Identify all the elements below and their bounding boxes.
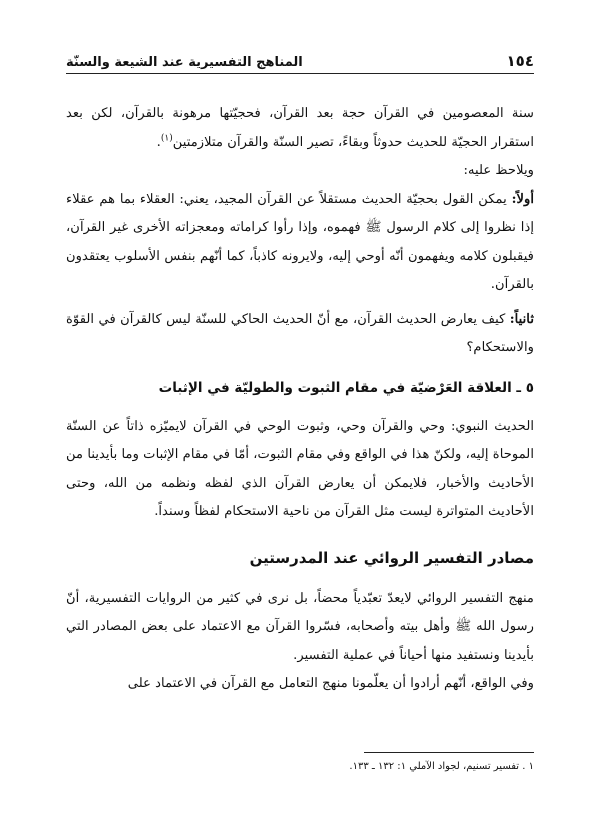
main-text <box>66 100 534 699</box>
paragraph-7: وفي الواقع، أنّهم أرادوا أن يعلّمونا منهج التعامل مع القرآن في الاعتماد على <box>127 676 534 691</box>
paragraph-3: أولاً: يمكن القول بحجيّة الحديث مستقلاً عن القرآن المجيد، يعني: العقلاء بما هم عقلاء إذا نظروا إلى كلام الرسول ﷺ فهموه، وإذا رأوا كراماته ومعجزاته الأخرى غير القرآن، فيقبلون كلامه ويفهمون أنّه أوحي إليه، ولايرونه كاذباً، كما أنّهم بنفس الأسلوب يعتقدون بالقرآن. <box>66 191 534 292</box>
section-heading-5: ٥ ـ العلاقة العَرْضيّة في مقام الثبوت والطوليّة في الإثبات <box>158 379 534 396</box>
paragraph-6: منهج التفسير الروائي لايعدّ تعبّدياً محضاً، بل نرى في كثير من الروايات التفسيرية، أنّ رسول الله ﷺ وأهل بيته وأصحابه، فسّروا القرآن مع الاعتماد على بعض المصادر التي بأيدينا ونستفيد منها أحياناً في عملية التفسير. <box>66 590 534 663</box>
running-header <box>66 44 534 74</box>
point-label-first: أولاً: <box>511 191 534 207</box>
paragraph-2: ويلاحظ عليه: <box>463 163 534 178</box>
page <box>66 44 534 814</box>
footnotes <box>66 752 534 772</box>
page-number: ١٥٤ <box>506 52 534 70</box>
running-title: المناهج التفسيرية عند الشيعة والسنّة <box>66 55 303 70</box>
section-heading-sources: مصادر التفسير الروائي عند المدرستين <box>249 548 534 567</box>
paragraph-1: سنة المعصومين في القرآن حجة بعد القرآن، فحجيّتها مرهونة بالقرآن، لكن بعد استقرار الحجيّة للحديث حدوثاً وبقاءً، تصير السنّة والقرآن متلازمتين$^{(١)}$. <box>66 106 534 150</box>
footnote-divider <box>364 752 534 753</box>
footnote-1: ١ . تفسير تسنيم، لجواد الآملي ١: ١٣٢ ـ ١٣٣. <box>349 761 534 772</box>
point-label-second: ثانياً: <box>509 311 534 327</box>
paragraph-4: ثانياً: كيف يعارض الحديث القرآن، مع أنّ الحديث الحاكي للسنّة ليس كالقرآن في القوّة والاستحكام؟ <box>66 311 534 355</box>
paragraph-5: الحديث النبوي: وحي والقرآن وحي، وثبوت الوحي في القرآن لايميّزه ذاتاً عن السنّة الموحاة إليه، ولكنّ هذا في الواقع وفي مقام الثبوت، أمّا في مقام الإثبات وما بأيدينا من الأحاديث والأخبار، فلايمكن أن يعارض القرآن الذي لفظه ونظمه من الله، وحتى الأحاديث المتواترة ليست مثل القرآن من ناحية الاستحكام لفظاً وسنداً. <box>66 418 534 519</box>
footnote-ref[interactable]: (١) <box>160 133 173 144</box>
